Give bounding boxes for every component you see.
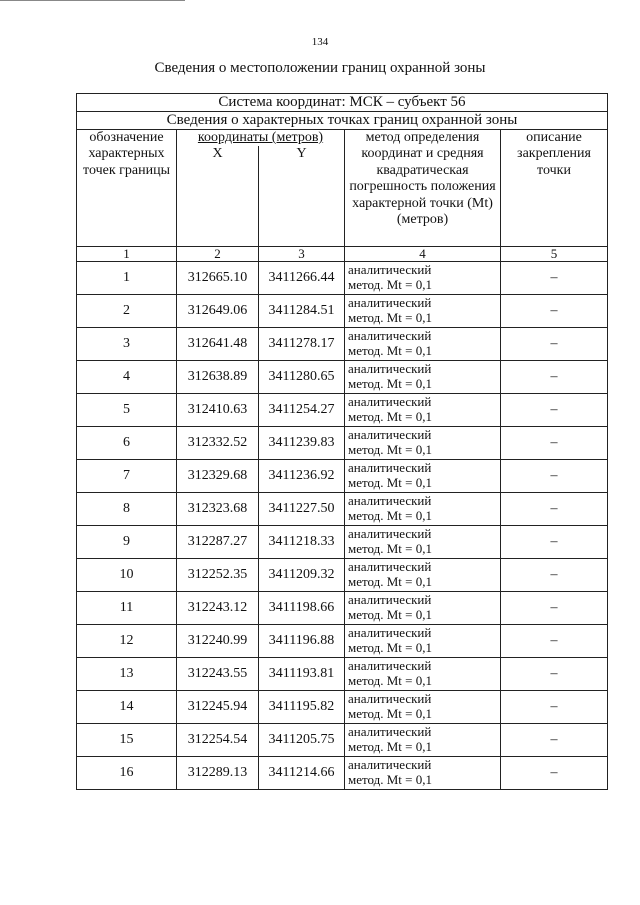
fixing-description: – [501,592,608,625]
fixing-description: – [501,361,608,394]
method-line-2: метод. Mt = 0,1 [348,706,432,722]
fixing-description: – [501,757,608,790]
table-row [77,427,608,460]
method [345,658,501,691]
y-coordinate: 3411193.81 [259,658,345,691]
point-number: 3 [77,328,177,361]
method-line-1: аналитический [348,361,432,377]
x-coordinate: 312289.13 [177,757,259,790]
x-coordinate: 312332.52 [177,427,259,460]
method-line-1: аналитический [348,559,432,575]
section-label: Сведения о характерных точках границ охранной зоны [77,112,608,130]
x-coordinate: 312638.89 [177,361,259,394]
table-row [77,724,608,757]
x-coordinate: 312287.27 [177,526,259,559]
x-coordinate: 312245.94 [177,691,259,724]
page-number: 134 [311,36,329,48]
fixing-description: – [501,328,608,361]
method [345,262,501,295]
point-number: 9 [77,526,177,559]
point-number: 14 [77,691,177,724]
method-line-1: аналитический [348,295,432,311]
point-number: 5 [77,394,177,427]
y-coordinate: 3411195.82 [259,691,345,724]
top-rule [0,0,185,1]
table-row [77,757,608,790]
table-row [77,625,608,658]
x-coordinate: 312243.12 [177,592,259,625]
y-coordinate: 3411209.32 [259,559,345,592]
table-row [77,328,608,361]
x-coordinate: 312323.68 [177,493,259,526]
method-line-2: метод. Mt = 0,1 [348,673,432,689]
method [345,361,501,394]
y-coordinate: 3411218.33 [259,526,345,559]
method-line-2: метод. Mt = 0,1 [348,739,432,755]
method-line-1: аналитический [348,460,432,476]
point-number: 11 [77,592,177,625]
method [345,526,501,559]
header-fixing-description: описание закрепления точки [501,130,608,247]
table-row [77,460,608,493]
method [345,460,501,493]
method [345,559,501,592]
y-coordinate: 3411284.51 [259,295,345,328]
point-number: 10 [77,559,177,592]
point-number: 6 [77,427,177,460]
fixing-description: – [501,526,608,559]
x-coordinate: 312329.68 [177,460,259,493]
method-line-2: метод. Mt = 0,1 [348,475,432,491]
point-number: 4 [77,361,177,394]
method-line-2: метод. Mt = 0,1 [348,508,432,524]
table-row [77,592,608,625]
method-line-1: аналитический [348,658,432,674]
column-number-row [77,247,608,262]
header-point-designation: обозначение характерных точек границы [77,130,177,247]
y-coordinate: 3411254.27 [259,394,345,427]
header-y: Y [259,146,345,247]
y-coordinate: 3411205.75 [259,724,345,757]
page-title: Сведения о местоположении границ охранной зоны [154,60,486,76]
fixing-description: – [501,493,608,526]
fixing-description: – [501,559,608,592]
column-number: 1 [77,247,177,262]
method-line-1: аналитический [348,328,432,344]
point-number: 13 [77,658,177,691]
method-line-2: метод. Mt = 0,1 [348,607,432,623]
point-number: 16 [77,757,177,790]
method-line-2: метод. Mt = 0,1 [348,574,432,590]
y-coordinate: 3411280.65 [259,361,345,394]
method-line-1: аналитический [348,625,432,641]
x-coordinate: 312665.10 [177,262,259,295]
method [345,493,501,526]
section-row [77,112,608,130]
method-line-2: метод. Mt = 0,1 [348,376,432,392]
fixing-description: – [501,691,608,724]
method-line-2: метод. Mt = 0,1 [348,442,432,458]
method-line-1: аналитический [348,724,432,740]
method [345,625,501,658]
y-coordinate: 3411196.88 [259,625,345,658]
column-number: 4 [345,247,501,262]
header-method: метод определения координат и средняя квадратическая погрешность положения характерной точки (Mt) (метров) [345,130,501,247]
x-coordinate: 312410.63 [177,394,259,427]
fixing-description: – [501,658,608,691]
point-number: 1 [77,262,177,295]
y-coordinate: 3411227.50 [259,493,345,526]
method-line-2: метод. Mt = 0,1 [348,772,432,788]
fixing-description: – [501,295,608,328]
table-row [77,658,608,691]
y-coordinate: 3411239.83 [259,427,345,460]
x-coordinate: 312243.55 [177,658,259,691]
point-number: 12 [77,625,177,658]
method-line-2: метод. Mt = 0,1 [348,541,432,557]
fixing-description: – [501,394,608,427]
y-coordinate: 3411214.66 [259,757,345,790]
header-coordinates: координаты (метров) [177,130,345,147]
method [345,691,501,724]
method-line-2: метод. Mt = 0,1 [348,409,432,425]
column-number: 5 [501,247,608,262]
method-line-1: аналитический [348,757,432,773]
x-coordinate: 312641.48 [177,328,259,361]
boundary-points-table [76,93,608,790]
method [345,427,501,460]
header-x: X [177,146,259,247]
table-row [77,526,608,559]
coordinate-system-label: Система координат: МСК – субъект 56 [77,94,608,112]
method-line-1: аналитический [348,526,432,542]
method [345,592,501,625]
method-line-2: метод. Mt = 0,1 [348,343,432,359]
y-coordinate: 3411278.17 [259,328,345,361]
point-number: 7 [77,460,177,493]
fixing-description: – [501,460,608,493]
method-line-2: метод. Mt = 0,1 [348,310,432,326]
table-row [77,262,608,295]
table-row [77,493,608,526]
point-number: 8 [77,493,177,526]
method-line-1: аналитический [348,691,432,707]
table-row [77,295,608,328]
x-coordinate: 312240.99 [177,625,259,658]
point-number: 15 [77,724,177,757]
y-coordinate: 3411266.44 [259,262,345,295]
fixing-description: – [501,724,608,757]
y-coordinate: 3411198.66 [259,592,345,625]
method [345,724,501,757]
coordinate-system-row [77,94,608,112]
x-coordinate: 312252.35 [177,559,259,592]
method [345,295,501,328]
method-line-1: аналитический [348,394,432,410]
fixing-description: – [501,625,608,658]
method-line-2: метод. Mt = 0,1 [348,277,432,293]
method-line-1: аналитический [348,262,432,278]
method-line-1: аналитический [348,427,432,443]
x-coordinate: 312649.06 [177,295,259,328]
table-row [77,559,608,592]
header-row [77,130,608,147]
method-line-1: аналитический [348,493,432,509]
table-row [77,394,608,427]
method-line-2: метод. Mt = 0,1 [348,640,432,656]
method [345,394,501,427]
fixing-description: – [501,262,608,295]
method [345,757,501,790]
fixing-description: – [501,427,608,460]
table-row [77,691,608,724]
column-number: 2 [177,247,259,262]
method [345,328,501,361]
x-coordinate: 312254.54 [177,724,259,757]
y-coordinate: 3411236.92 [259,460,345,493]
column-number: 3 [259,247,345,262]
point-number: 2 [77,295,177,328]
table-row [77,361,608,394]
method-line-1: аналитический [348,592,432,608]
